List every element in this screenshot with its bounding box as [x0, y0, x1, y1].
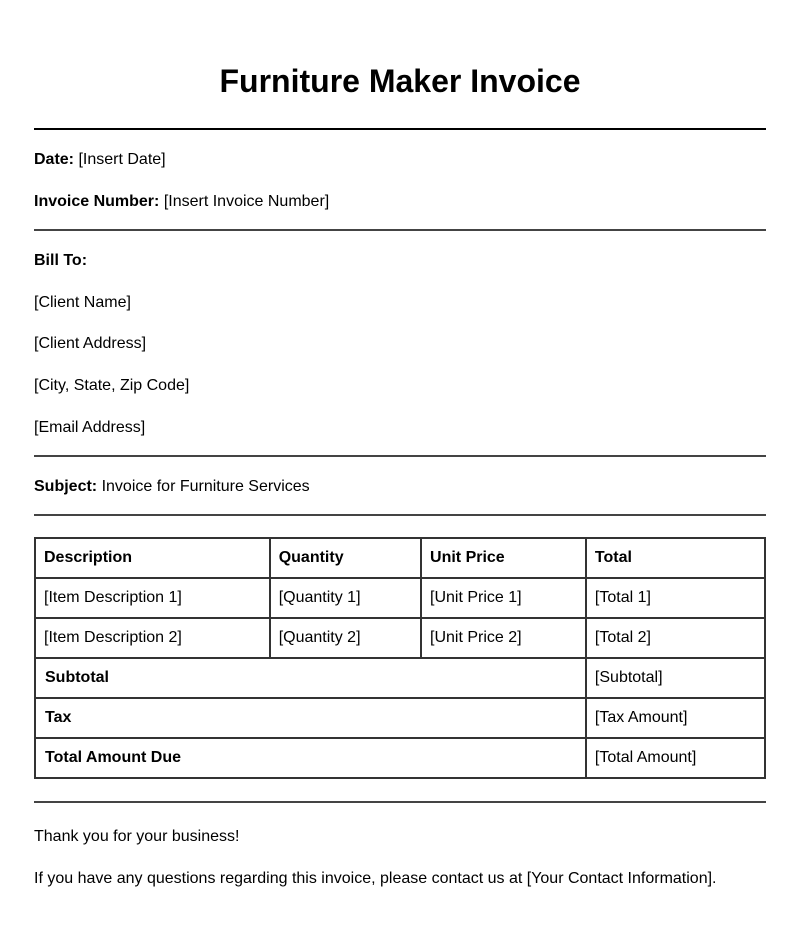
- item-unit-price: [Unit Price 1]: [421, 578, 586, 618]
- item-quantity: [Quantity 1]: [270, 578, 421, 618]
- contact-text: If you have any questions regarding this invoice, please contact us at [Your Contact Information].: [34, 870, 717, 887]
- total-due-value: [Total Amount]: [586, 738, 765, 778]
- invoice-items-table: [34, 537, 766, 779]
- table-header-row: [35, 538, 765, 578]
- bill-to-divider: [34, 455, 766, 457]
- header-quantity: Quantity: [270, 538, 421, 578]
- client-email: [Email Address]: [34, 419, 146, 436]
- item-unit-price: [Unit Price 2]: [421, 618, 586, 658]
- item-description: [Item Description 2]: [35, 618, 270, 658]
- item-total: [Total 2]: [586, 618, 765, 658]
- subject-divider: [34, 514, 766, 516]
- client-address: [Client Address]: [34, 335, 147, 352]
- subtotal-label: Subtotal: [35, 658, 586, 698]
- date-label: Date:: [34, 151, 75, 168]
- item-description: [Item Description 1]: [35, 578, 270, 618]
- header-total: Total: [586, 538, 765, 578]
- table-row: [35, 578, 765, 618]
- thank-you-text: Thank you for your business!: [34, 828, 240, 845]
- tax-value: [Tax Amount]: [586, 698, 765, 738]
- subject-line: [34, 477, 310, 497]
- client-city-state-zip: [City, State, Zip Code]: [34, 377, 190, 394]
- item-quantity: [Quantity 2]: [270, 618, 421, 658]
- bill-to-heading: [34, 251, 87, 271]
- header-description: Description: [35, 538, 270, 578]
- item-total: [Total 1]: [586, 578, 765, 618]
- header-unit-price: Unit Price: [421, 538, 586, 578]
- date-line: [34, 150, 166, 170]
- date-value: [Insert Date]: [78, 151, 166, 168]
- bill-to-label: Bill To:: [34, 252, 88, 269]
- invoice-number-value: [Insert Invoice Number]: [163, 193, 330, 210]
- subject-label: Subject:: [34, 478, 98, 495]
- meta-divider: [34, 229, 766, 231]
- invoice-number-line: [34, 192, 329, 212]
- subtotal-value: [Subtotal]: [586, 658, 765, 698]
- tax-row: [35, 698, 765, 738]
- subject-value: Invoice for Furniture Services: [101, 478, 310, 495]
- table-row: [35, 618, 765, 658]
- header-divider: [34, 128, 766, 130]
- client-name: [Client Name]: [34, 294, 131, 311]
- invoice-number-label: Invoice Number:: [34, 193, 160, 210]
- subtotal-row: [35, 658, 765, 698]
- total-due-row: [35, 738, 765, 778]
- tax-label: Tax: [35, 698, 586, 738]
- page-title: Furniture Maker Invoice: [219, 63, 581, 99]
- total-due-label: Total Amount Due: [35, 738, 586, 778]
- table-bottom-divider: [34, 801, 766, 803]
